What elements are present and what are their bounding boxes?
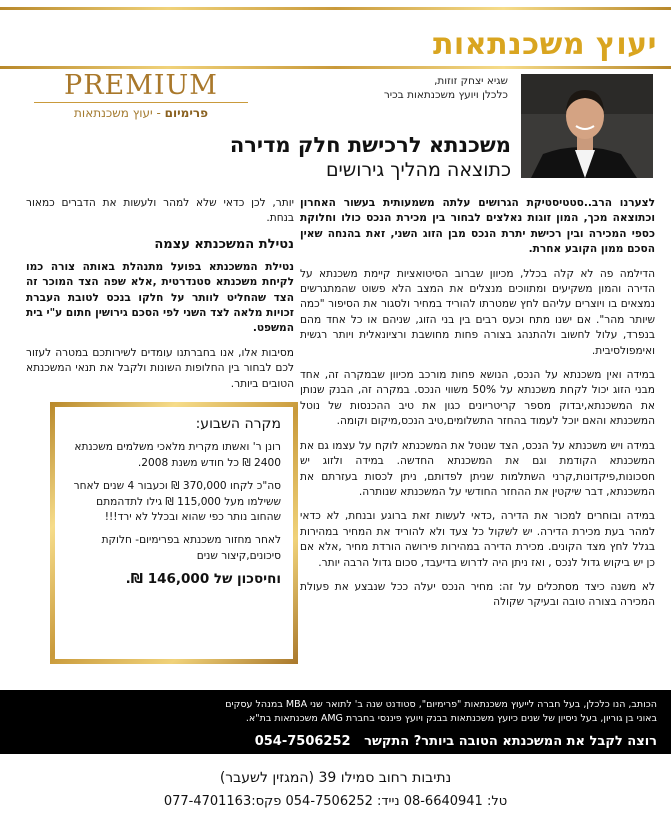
paragraph-intro (300, 196, 655, 258)
case-study-paragraph: רונן ר' ואשתו מקרית מלאכי משלמים משכנתא 2400 ₪ כל חודש משנת 2008. (74, 441, 281, 469)
call-to-action (14, 734, 657, 749)
consultant-name: שגיא יצחק זוזות, (434, 75, 508, 87)
consultant-role: כלכלן ויועץ משכנתאות בכיר (383, 89, 508, 101)
logo-wordmark: PREMIUM (64, 70, 218, 101)
paragraph-with-mortgage: במידה ויש משכנתא על הנכס, הצד שנוטל את המשכנתא לוקח על עצמו גם את המשכנתא הקודמת וגם את המשכנתא החדשה. במידה ולזוג יש חסכונות,פיקדונות,קרני השתלמות שניתן לפדותם, ניתן לכסות בעזרתם את המשכנתא, דבר שיקטין את ההחזר החודשי על המשכנתא שנותרה. (300, 439, 655, 498)
case-study-savings: וחיסכון של 146,000 ₪. (125, 571, 281, 588)
paragraph-intro-text: לצערנו הרב..סטטיסטיקת הגרושים עלתה משמעותית בעשור האחרון וכתוצאה מכך, המון זוגות נאלצים לבחור בין מכירת הנכס כולו וחלוקת כספי המכירה ובין רכישת יתרת הנכס מבן הזוג השני, זאת בהנחה שאין הסכם ממון הקובע אחרת. (300, 197, 655, 256)
paragraph-taking-mortgage (26, 260, 294, 337)
consultant-caption (298, 74, 508, 102)
paragraph-selling: במידה ובוחרים למכור את הדירה ,כדאי לעשות זאת ברוגע ובנחת, לא כדאי למהר בעת מכירת הדירה. יש לשקול כל צעד ולא להוריד את המחיר במהירות בגלל לחץ מצד הקונים. מכירת הדירה במהירות פירושה הורדת מחיר ,אלא אם כן יש ביקוש גדול לנכס , ואז ניתן היה לדרוש בדיעבד, סכום גדול הרבה יותר. (300, 510, 655, 569)
footer-band (0, 690, 671, 754)
article-headline: משכנתא לרכישת חלק מדירה (229, 133, 511, 157)
logo-tagline-bold: פרימיום (164, 106, 208, 120)
case-study-paragraph: סה"כ לקחו 370,000 ₪ וכעבור 4 שנים לאחר ששילמו מעל 115,000 ₪ גילו לתדהמתם שהחוב נותר כפי שהוא ובכלל לא ירד!!! (73, 480, 281, 524)
top-gold-rule (0, 7, 671, 10)
cta-phone: 054-7506252 (254, 734, 351, 749)
article-subheadline: כתוצאה מהליך גירושים (325, 159, 511, 181)
paragraph-dilemma: הדילמה פה לא קלה בכלל, מכיוון שברוב הסיטואציות קיימת משכנתא על הדירה והמון משקיעים ומתווכים מנצלים את המצב הלא פשוט שהמתגרשים נמצאים בו ויוצרים עליהם לחץ שמטרתו להוריד במחיר ולסגור את הסיפור "כמה שיותר מהר". אם ישנו מתח וכעס רבים בין בני הזוג, שניהם או כל אחד מהם בנפרד, עלול לחשוב ולהתנהג בצורה פחות מחושבת ורציונאלית ויותר רגשית ואימפולסיבית. (300, 267, 655, 357)
cta-text: רוצה לקבל את המשכנתא הטובה ביותר? התקשר (364, 734, 657, 749)
brand-title: יעוץ משכנתאות (432, 27, 657, 62)
contact-numbers: טל: 08-6640941 נייד: 054-7506252 פקס:077-4701163 (163, 794, 508, 809)
case-study-box (50, 402, 298, 664)
consultant-photo (521, 74, 653, 178)
author-bio (14, 698, 657, 726)
paragraph-taking-mortgage-text: נטילת המשכנתא בפועל מתנהלת באותה צורה כמו לקיחת משכנתא סטנדרטית ,אלא שפה הצד המוכר זה הצד שהחליט לוותר על חלקו בנכס לטובת העברת זכויות מלאה לצד השני לפי הסכם גירושין חתום ע"י בית המשפט. (26, 260, 294, 335)
office-address: נתיבות רחוב סמילו 39 (המגזין לשעבר) (219, 770, 452, 786)
case-study-title: מקרה השבוע: (195, 416, 281, 432)
author-bio-line: הכותב, הנו כלכלן, בעל חברה לייעוץ משכנתאות "פרימיום", סטודנט שנה ב' לתואר שני MBA במנהל עסקים (225, 699, 657, 710)
article-column-right (300, 196, 655, 688)
article-column-left (26, 196, 294, 406)
paragraph-continuation: יותר, לכן כדאי שלא למהר ולעשות את הדברים כמאור בנחת. (26, 197, 294, 225)
logo-tagline-rest: - יעוץ משכנתאות (74, 106, 165, 120)
portrait-image (521, 74, 653, 178)
section-title: נטילת המשכנתא עצמה (154, 236, 294, 252)
author-bio-line: באוני בן גוריון, בעל ניסיון של שנים כיועץ משכנתאות בבנק ויועץ פיננסי בחברת AMG משכנתאות בת"א. (245, 713, 657, 724)
premium-logo (30, 70, 252, 128)
paragraph-our-service: מסיבות אלו, אנו בחברתנו עומדים לשירותכם במטרה לעזור לכם לבחור בין החלופות השונות ולקבל את תנאי המשכנתא הטובים ביותר. (26, 346, 294, 390)
paragraph-closing: לא משנה כיצד מסתכלים על זה: מחיר הנכס יעלה ככל שנבצע את פעולת המכירה בצורה טובה ובעיקר שקולה (300, 580, 655, 609)
paragraph-no-mortgage: במידה ואין משכנתא על הנכס, הנושא פחות מורכב מכיוון שבמקרה זה, אחד מבני הזוג יכול לקחת משכנתא על 50% משווי הנכס. במקרה זה, הבנק שנותן את המשכנתא,יבדוק מספר קריטריונים כגון את טיב ההכנסות של נוטל המשכנתא והאם יוכל לעמוד בהחזר התשלומים,טיב הנכס,מיקום וקומה. (300, 369, 655, 428)
case-study-paragraph: לאחר מחזור משכנתא בפרימיום- חלוקת סיכונים,קיצור שנים (101, 534, 281, 562)
header-gold-rule (0, 66, 671, 69)
logo-tagline (30, 103, 252, 123)
